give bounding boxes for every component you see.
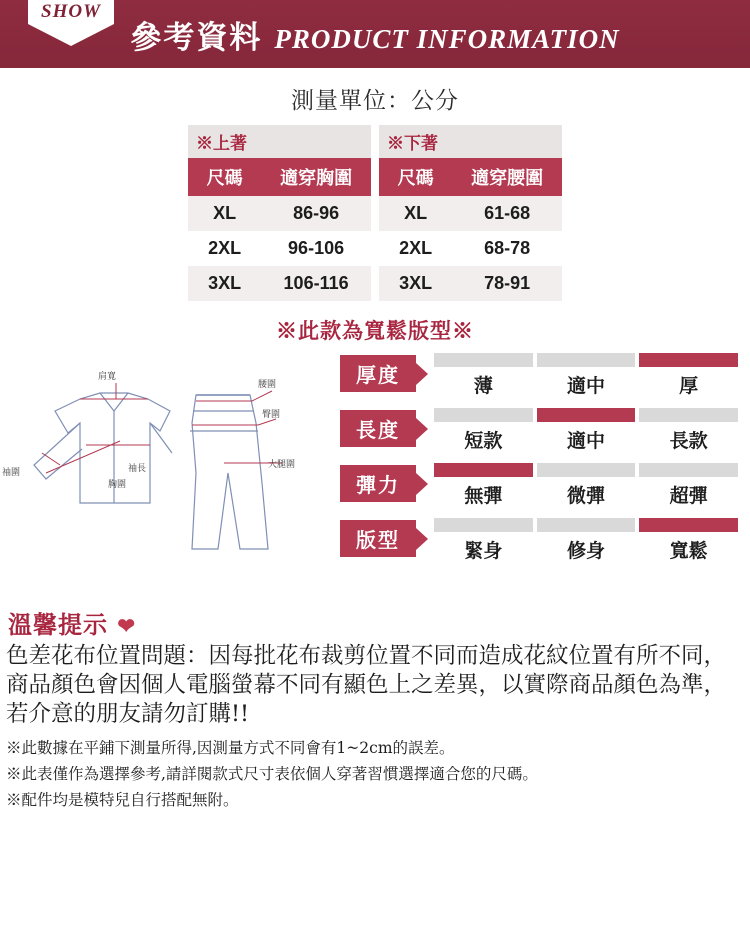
rating-row-length [300,408,738,453]
heart-icon: ❤ [117,613,136,638]
garment-diagram-svg [0,353,300,603]
middle-section [0,351,750,603]
size-table-top [188,125,371,301]
page-title-cn: 參考資料 [130,19,263,56]
rating-option: 長款 [669,430,708,452]
rating-label-wrap [300,353,428,392]
rating-seg-selected [639,353,738,367]
size-tables [0,125,750,301]
rating-label-wrap [300,408,428,447]
rating-option: 寬鬆 [669,540,708,562]
rating-label-thickness: 厚度 [340,355,416,392]
rating-seg [537,463,636,477]
show-badge-label: SHOW [28,0,114,24]
table-row [188,231,371,266]
show-badge [28,0,114,46]
rating-label-elasticity: 彈力 [340,465,416,502]
cell-size: XL [213,203,237,223]
table-row [379,231,562,266]
rating-seg-selected [434,463,533,477]
notice-title: 溫馨提示 [8,610,108,639]
table-row [379,196,562,231]
cell-measure: 68-78 [484,238,531,258]
cell-measure: 61-68 [484,203,531,223]
arrow-right-icon [416,528,428,550]
arrow-right-icon [416,363,428,385]
size-table-bottom [379,125,562,301]
size-table-top-header [188,158,371,196]
cell-measure: 96-106 [288,238,345,258]
rating-seg [434,518,533,532]
notice-section [0,605,750,812]
page-title-en: PRODUCT INFORMATION [274,23,620,54]
rating-options-elasticity [434,481,738,508]
rating-options-length [434,426,738,453]
rating-seg [639,463,738,477]
rating-row-fit [300,518,738,563]
rating-option: 無彈 [464,485,503,507]
label-chest: 胸圍 [108,480,127,490]
measure-unit-text: 測量單位：公分 [291,88,459,114]
notice-title-row [8,605,744,640]
rating-track-fit [434,518,738,532]
cell-size: XL [404,203,428,223]
rating-body [428,408,738,453]
rating-body [428,353,738,398]
rating-options-thickness [434,371,738,398]
column-header-measure: 適穿胸圍 [280,168,353,189]
rating-seg-selected [639,518,738,532]
cell-measure: 106-116 [283,273,349,293]
label-shoulder: 肩寬 [98,372,117,382]
label-thigh: 大腿圍 [268,460,296,470]
cell-size: 2XL [208,238,242,258]
rating-option: 微彈 [567,485,606,507]
cell-size: 2XL [399,238,433,258]
rating-body [428,518,738,563]
rating-option: 超彈 [669,485,708,507]
rating-options-fit [434,536,738,563]
label-sleeve-round: 袖圍 [2,468,21,478]
arrow-right-icon [416,473,428,495]
label-sleeve-length: 袖長 [128,464,147,474]
size-table-bottom-header [379,158,562,196]
notice-note: ※此數據在平鋪下測量所得,因測量方式不同會有1~2cm的誤差。 [6,739,455,758]
rating-bars [300,353,750,573]
table-row [379,266,562,301]
rating-row-thickness [300,353,738,398]
label-hip: 臀圍 [262,410,281,420]
rating-body [428,463,738,508]
rating-option: 緊身 [464,540,503,562]
label-waist: 腰圍 [258,380,277,390]
size-table-top-caption: ※上著 [188,125,371,158]
rating-row-elasticity [300,463,738,508]
rating-option: 適中 [567,375,606,397]
rating-track-thickness [434,353,738,367]
rating-option: 適中 [567,430,606,452]
cell-measure: 78-91 [484,273,531,293]
rating-seg [434,408,533,422]
rating-seg [537,353,636,367]
notice-note: ※此表僅作為選擇參考,請詳閱款式尺寸表依個人穿著習慣選擇適合您的尺碼。 [6,765,538,784]
arrow-right-icon [416,418,428,440]
rating-option: 薄 [473,375,493,397]
header-title-group [130,12,619,57]
loose-fit-note: ※此款為寬鬆版型※ [276,318,474,343]
rating-option: 修身 [567,540,606,562]
notice-body: 色差花布位置問題：因每批花布裁剪位置不同而造成花紋位置有所不同，商品顏色會因個人電腦螢幕不同有顯色上之差異，以實際商品顏色為準，若介意的朋友請勿訂購!! [6,643,727,727]
size-table-bottom-caption: ※下著 [379,125,562,158]
show-badge-triangle [28,24,114,46]
rating-option: 厚 [679,375,699,397]
cell-measure: 86-96 [293,203,340,223]
notice-small-notes [6,736,744,812]
rating-seg [639,408,738,422]
table-row [188,266,371,301]
rating-seg [537,518,636,532]
rating-track-elasticity [434,463,738,477]
column-header-size: 尺碼 [397,168,434,189]
notice-note: ※配件均是模特兒自行搭配無附。 [6,791,239,810]
garment-measurement-diagram [0,353,300,603]
table-row [188,196,371,231]
rating-option: 短款 [464,430,503,452]
rating-label-fit: 版型 [340,520,416,557]
column-header-measure: 適穿腰圍 [471,168,544,189]
cell-size: 3XL [208,273,242,293]
rating-track-length [434,408,738,422]
rating-seg [434,353,533,367]
page-header [0,0,750,68]
rating-label-wrap [300,518,428,557]
rating-label-length: 長度 [340,410,416,447]
rating-label-wrap [300,463,428,502]
column-header-size: 尺碼 [206,168,243,189]
rating-seg-selected [537,408,636,422]
cell-size: 3XL [399,273,433,293]
